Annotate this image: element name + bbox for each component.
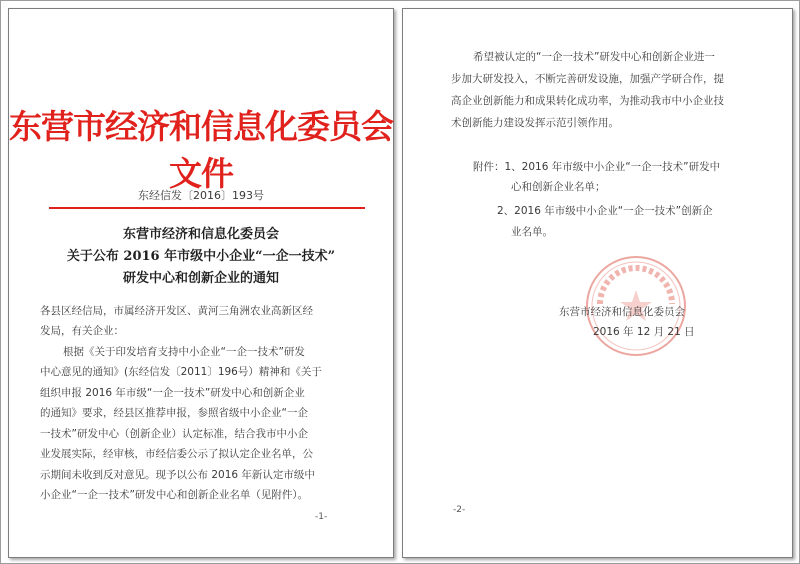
body-line-6: 业发展实际，经审核，市经信委公示了拟认定企业名单，公 <box>40 448 313 460</box>
notice-heading-line-3: 研发中心和创新企业的通知 <box>122 271 279 286</box>
body-line-3: 组织申报 2016 年市级“一企一技术”研发中心和创新企业 <box>40 387 305 399</box>
attachment-line-3: 2、2016 年市级中小企业“一企一技术”创新企 <box>497 205 713 217</box>
page2-body-line-2: 步加大研发投入，不断完善研发设施，加强产学研合作，提 <box>451 73 724 85</box>
page2-body-line-1: 希望被认定的“一企一技术”研发中心和创新企业进一 <box>473 51 715 63</box>
page-number-2: -2- <box>453 505 466 515</box>
document-page-1 <box>8 8 394 558</box>
body-line-4: 的通知》要求，经县区推荐申报，参照省级中小企业“一企 <box>40 407 308 419</box>
page-number-1: -1- <box>315 512 328 522</box>
attachment-line-2: 心和创新企业名单； <box>511 181 606 193</box>
notice-heading-line-2: 关于公布 2016 年市级中小企业“一企一技术” <box>66 249 336 264</box>
page2-body-line-3: 高企业创新能力和成果转化成功率，为推动我市中小企业技 <box>451 95 724 107</box>
signature-organization: 东营市经济和信息化委员会 <box>559 306 685 318</box>
attachment-line-4: 业名单。 <box>511 226 553 238</box>
document-page-2 <box>402 8 793 558</box>
page2-body-line-4: 术创新能力建设发挥示范引领作用。 <box>451 117 619 129</box>
body-line-1: 根据《关于印发培育支持中小企业“一企一技术”研发 <box>63 346 305 358</box>
red-separator-line <box>49 207 365 209</box>
body-line-7: 示期间未收到反对意见。现予以公布 2016 年新认定市级中 <box>40 469 315 481</box>
body-line-5: 一技术”研发中心（创新企业）认定标准，结合我市中小企 <box>40 428 308 440</box>
notice-heading-line-1: 东营市经济和信息化委员会 <box>122 227 279 242</box>
addressee-line-1: 各县区经信局，市属经济开发区、黄河三角洲农业高新区经 <box>40 305 313 317</box>
document-number: 东经信发〔2016〕193号 <box>138 189 264 202</box>
attachment-line-1: 附件：1、2016 年市级中小企业“一企一技术”研发中 <box>473 161 721 173</box>
body-line-8: 小企业“一企一技术”研发中心和创新企业名单（见附件）。 <box>40 489 309 501</box>
signature-date: 2016 年 12 月 21 日 <box>593 326 695 338</box>
addressee-line-2: 发局，有关企业： <box>40 325 124 337</box>
red-letterhead-title: 东营市经济和信息化委员会文件 <box>9 107 393 193</box>
body-line-2: 中心意见的通知》(东经信发〔2011〕196号）精神和《关于 <box>40 366 322 378</box>
